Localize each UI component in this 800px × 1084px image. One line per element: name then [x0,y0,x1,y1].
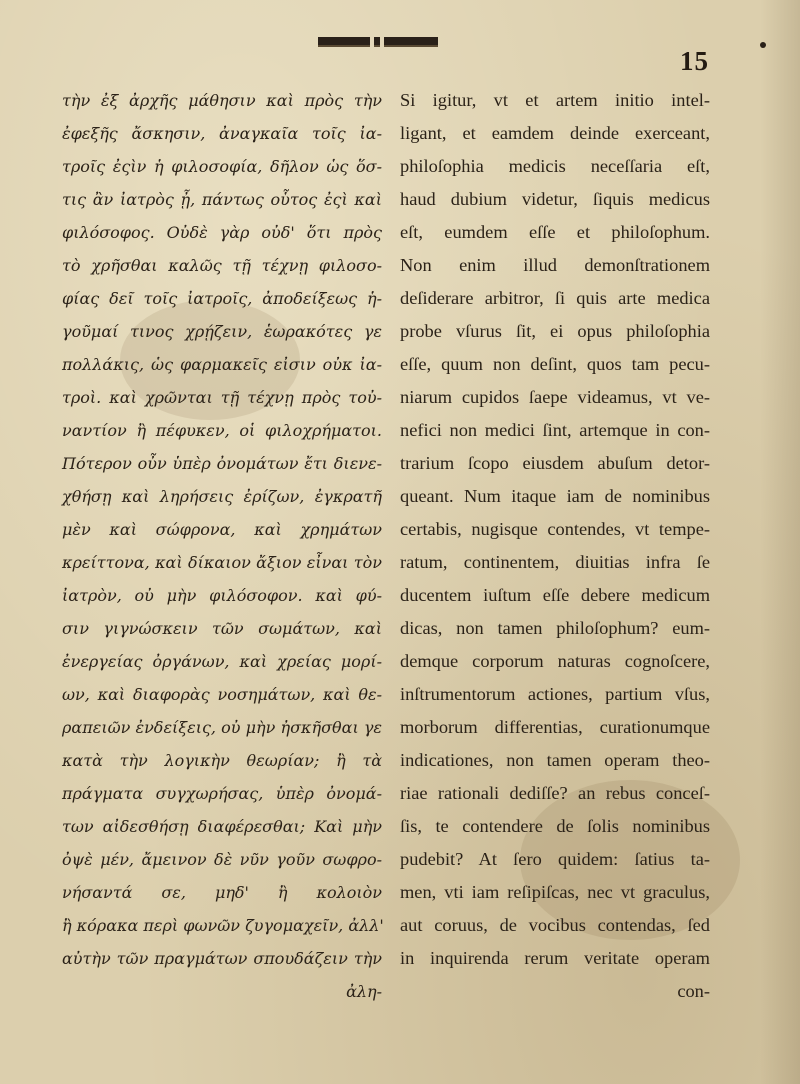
latin-text-line: aut coruus, de vocibus contendas, ſed [400,915,710,935]
headband-ornament [318,37,438,47]
latin-text-line: demque corporum naturas cognoſcere, [400,651,710,671]
latin-text-line: eſſe, quum non deſint, quos tam pecu- [400,354,710,374]
latin-text-column [400,84,710,1008]
latin-text-line: ratum, continentem, diuitias infra ſe [400,552,710,572]
greek-text-line: τροὶ. καὶ χρῶνται τῇ τέχνῃ πρὸς τοὐ- [62,388,382,407]
greek-text-line: ἢ κόρακα περὶ φωνῶν ζυγομαχεῖν, ἀλλ' [62,916,384,935]
latin-text-line: men, vti iam reſipiſcas, nec vt graculus, [400,882,710,902]
greek-text-line: ραπειῶν ἐνδείξεις, οὐ μὴν ἠσκῆσθαι γε [62,718,382,737]
latin-text-line: dicas, non tamen philoſophum? eum- [400,618,710,638]
greek-text-line: πράγματα συγχωρήσας, ὑπὲρ ὀνομά- [62,784,382,803]
latin-text-line: trarium ſcopo eiusdem abuſum detor- [400,453,710,473]
latin-text-line: riae rationali dediſſe? an rebus conceſ- [400,783,710,803]
greek-text-line: κρείττονα, καὶ δίκαιον ἄξιον εἶναι τὸν [62,553,382,572]
greek-text-line: πολλάκις, ὡς φαρμακεῖς εἰσιν οὐκ ἰα- [62,355,382,374]
latin-text-line: morborum differentias, curationumque [400,717,710,737]
latin-text-line: niarum cupidos ſaepe videamus, vt ve- [400,387,710,407]
latin-text-line: probe vſurus ſit, ei opus philoſophia [400,321,710,341]
greek-text-line: φίας δεῖ τοῖς ἰατροῖς, ἀποδείξεως ἡ- [62,289,382,308]
greek-text-line: χθήσῃ καὶ ληρήσεις ἐρίζων, ἐγκρατῆ [62,487,382,506]
latin-text-line: ligant, et eamdem deinde exerceant, [400,123,710,143]
greek-text-line: τὴν ἐξ ἀρχῆς μάθησιν καὶ πρὸς τὴν [62,91,382,110]
latin-text-line: queant. Num itaque iam de nominibus [400,486,710,506]
latin-text-line: eſt, eumdem eſſe et philoſophum. [400,222,710,242]
greek-text-line: ων, καὶ διαφορὰς νοσημάτων, καὶ θε- [62,685,382,704]
latin-text-line: Non enim illud demonſtrationem [400,255,710,275]
greek-text-line: ἐφεξῆς ἄσκησιν, ἀναγκαῖα τοῖς ἰα- [62,124,382,143]
latin-text-line: certabis, nugisque contendes, vt tempe- [400,519,710,539]
page-number: 15 [680,46,709,76]
latin-text-line: inſtrumentorum actiones, partium vſus, [400,684,710,704]
greek-text-line: ὀψὲ μέν, ἄμεινον δὲ νῦν γοῦν σωφρο- [62,850,382,869]
latin-text-line: in inquirenda rerum veritate operam [400,948,710,968]
greek-text-line: τροῖς ἐςὶν ἡ φιλοσοφία, δῆλον ὡς ὅσ- [62,157,382,176]
greek-text-line: μὲν καὶ σώφρονα, καὶ χρημάτων [62,520,382,539]
latin-text-line: deſiderare arbitror, ſi quis arte medica [400,288,710,308]
latin-text-line: philoſophia medicis neceſſaria eſt, [400,156,710,176]
greek-text-line: κατὰ τὴν λογικὴν θεωρίαν; ἢ τὰ [62,751,382,770]
latin-text-line: haud dubium videtur, ſiquis medicus [400,189,710,209]
latin-text-line: Si igitur, vt et artem initio intel- [400,90,710,110]
greek-text-line: ἰατρὸν, οὐ μὴν φιλόσοφον. καὶ φύ- [62,586,382,605]
greek-text-line: τις ἂν ἰατρὸς ᾖ, πάντως οὗτος ἐςὶ καὶ [62,190,382,209]
greek-text-line: των αἰδεσθήσῃ διαφέρεσθαι; Καὶ μὴν [62,817,382,836]
greek-text-line: γοῦμαί τινος χρῄζειν, ἑωρακότες γε [62,322,382,341]
greek-text-line: Πότερον οὖν ὑπὲρ ὀνομάτων ἔτι διενε- [62,454,382,473]
latin-text-line: pudebit? At ſero quidem: ſatius ta- [400,849,710,869]
latin-text-line: ducentem iuſtum eſſe debere medicum [400,585,710,605]
greek-text-line: ναντίον ἢ πέφυκεν, οἱ φιλοχρήματοι. [62,421,382,440]
latin-text-line: con- [677,981,710,1001]
greek-text-column [62,84,382,1008]
latin-text-line: nefici non medici ſint, artemque in con- [400,420,710,440]
page-edge-shadow [760,0,800,1084]
latin-text-line: indicationes, non tamen operam theo- [400,750,710,770]
greek-text-line: νήσαντά σε, μηδ' ἢ κολοιὸν [62,883,382,902]
ink-dot [760,42,766,48]
greek-text-line: ἐνεργείας ὀργάνων, καὶ χρείας μορί- [62,652,382,671]
greek-text-line: ἀλη- [346,982,382,1001]
greek-text-line: σιν γιγνώσκειν τῶν σωμάτων, καὶ [62,619,382,638]
greek-text-line: φιλόσοφος. Οὐδὲ γὰρ οὐδ' ὅτι πρὸς [62,223,382,242]
greek-text-line: τὸ χρῆσθαι καλῶς τῇ τέχνῃ φιλοσο- [62,256,382,275]
latin-text-line: ſis, te contendere de ſolis nominibus [400,816,710,836]
greek-text-line: αὐτὴν τῶν πραγμάτων σπουδάζειν τὴν [62,949,382,968]
